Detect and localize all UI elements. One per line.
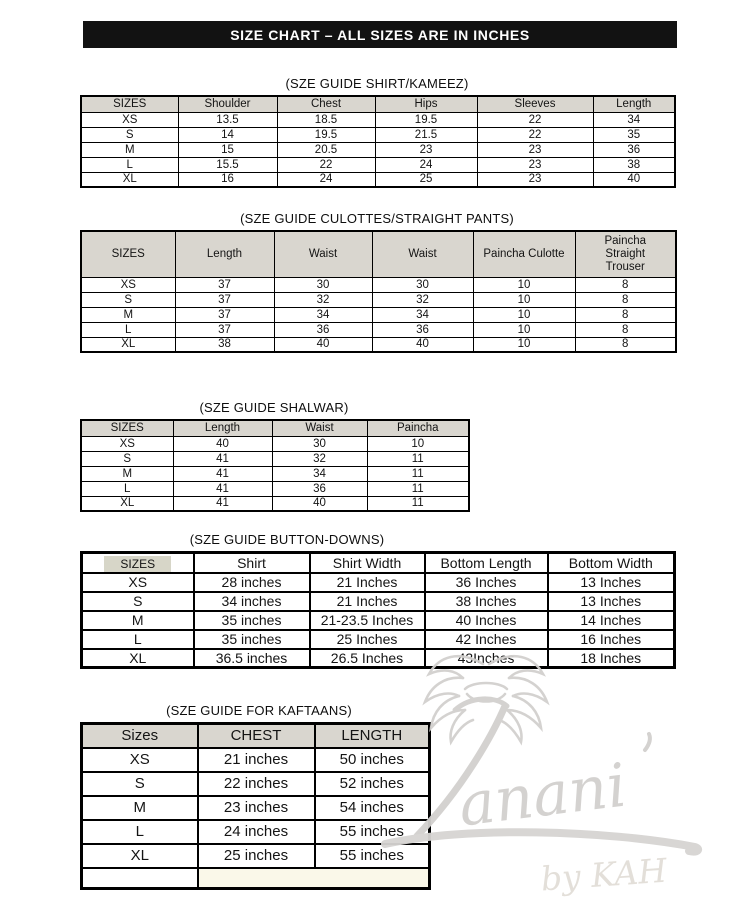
table-cell: 54 inches	[315, 796, 430, 820]
table-cell: 37	[175, 322, 274, 337]
table-cell: 42 Inches	[425, 630, 548, 649]
table-cell: S	[82, 772, 198, 796]
table-cell: 32	[272, 451, 367, 466]
table-cell: S	[81, 451, 173, 466]
table-cell: 10	[473, 322, 575, 337]
column-header: Length	[175, 231, 274, 277]
column-header: Sizes	[82, 724, 198, 748]
empty-cell	[82, 868, 198, 889]
i-flourish	[645, 734, 650, 750]
table-cell: 43Inches	[425, 649, 548, 668]
table-cell: XS	[82, 573, 194, 592]
table-cell: 40	[372, 337, 473, 352]
table-row	[81, 142, 675, 157]
table-cell: 35 inches	[194, 630, 310, 649]
wings-icon	[425, 656, 547, 742]
table-shalwar	[80, 419, 470, 512]
table-shirt-kameez	[80, 95, 676, 188]
table-cell: 10	[473, 292, 575, 307]
table-cell: 50 inches	[315, 748, 430, 772]
table-cell: 26.5 Inches	[310, 649, 425, 668]
column-header: Shirt Width	[310, 553, 425, 573]
table-cell: 34	[272, 466, 367, 481]
table-cell: S	[81, 127, 178, 142]
table-cell: 10	[473, 337, 575, 352]
table-row	[82, 772, 430, 796]
table-cell: 36	[372, 322, 473, 337]
brand-script-text: anani	[454, 750, 631, 841]
table-row	[81, 481, 469, 496]
table-cell: 13 Inches	[548, 592, 675, 611]
table-cell: 15.5	[178, 157, 277, 172]
table-cell: 10	[473, 307, 575, 322]
column-header: Chest	[277, 96, 375, 112]
table-cell: 19.5	[277, 127, 375, 142]
table-cell: 24	[375, 157, 477, 172]
table-cell: 15	[178, 142, 277, 157]
table-cell: 23	[477, 157, 593, 172]
table-cell: 34	[274, 307, 372, 322]
table-cell: 8	[575, 307, 676, 322]
table-cell: 20.5	[277, 142, 375, 157]
table-cell: 10	[473, 277, 575, 292]
table-cell: 40 Inches	[425, 611, 548, 630]
table-cell: 37	[175, 307, 274, 322]
column-header: Sleeves	[477, 96, 593, 112]
table-cell: 41	[173, 451, 272, 466]
table-culottes	[80, 230, 677, 353]
table-cell: 13 Inches	[548, 573, 675, 592]
column-header: SIZES	[81, 231, 175, 277]
header-row	[81, 231, 676, 277]
table-cell: S	[82, 592, 194, 611]
table-row	[82, 748, 430, 772]
table-cell: 30	[372, 277, 473, 292]
column-header: CHEST	[198, 724, 315, 748]
column-header: LENGTH	[315, 724, 430, 748]
table-cell: 40	[274, 337, 372, 352]
header-row	[82, 724, 430, 748]
table-cell: 11	[367, 466, 469, 481]
table-cell: M	[81, 142, 178, 157]
table-cell: XL	[82, 649, 194, 668]
table-cell: 30	[274, 277, 372, 292]
table-cell: XS	[81, 277, 175, 292]
table-cell: 14	[178, 127, 277, 142]
table-row	[82, 796, 430, 820]
empty-footer-row	[82, 868, 430, 889]
table-kaftaans	[80, 722, 431, 890]
table-row	[82, 820, 430, 844]
table-title-shirt-kameez: (SZE GUIDE SHIRT/KAMEEZ)	[285, 76, 469, 91]
header-row	[81, 420, 469, 436]
table-row	[82, 630, 675, 649]
table-cell: 11	[367, 496, 469, 511]
table-title-kaftaans: (SZE GUIDE FOR KAFTAANS)	[166, 703, 352, 718]
table-cell: 28 inches	[194, 573, 310, 592]
column-header: SIZES	[81, 420, 173, 436]
table-row	[81, 277, 676, 292]
table-cell: 55 inches	[315, 820, 430, 844]
table-cell: 19.5	[375, 112, 477, 127]
column-header: Length	[173, 420, 272, 436]
header-row	[82, 553, 675, 573]
table-row	[82, 573, 675, 592]
column-header: Bottom Length	[425, 553, 548, 573]
table-cell: 11	[367, 451, 469, 466]
section-kaftaans	[80, 703, 438, 890]
table-cell: M	[82, 611, 194, 630]
table-cell: 36	[593, 142, 675, 157]
table-cell: 34	[372, 307, 473, 322]
section-button-downs	[80, 532, 676, 669]
table-cell: 18 Inches	[548, 649, 675, 668]
table-row	[81, 451, 469, 466]
column-header: SIZES	[82, 553, 194, 573]
table-cell: M	[81, 466, 173, 481]
table-cell: 13.5	[178, 112, 277, 127]
table-cell: 21 Inches	[310, 592, 425, 611]
table-cell: 16 Inches	[548, 630, 675, 649]
table-cell: 25 Inches	[310, 630, 425, 649]
table-cell: 8	[575, 277, 676, 292]
table-row	[82, 844, 430, 868]
table-cell: 8	[575, 322, 676, 337]
table-cell: 34	[593, 112, 675, 127]
table-row	[81, 127, 675, 142]
column-header: Waist	[272, 420, 367, 436]
table-cell: 21 Inches	[310, 573, 425, 592]
table-cell: 25 inches	[198, 844, 315, 868]
column-header: Hips	[375, 96, 477, 112]
table-cell: M	[81, 307, 175, 322]
table-cell: 22	[477, 127, 593, 142]
table-row	[82, 611, 675, 630]
table-cell: XL	[81, 496, 173, 511]
section-shalwar	[80, 400, 470, 512]
table-cell: 38	[593, 157, 675, 172]
table-cell: 36 Inches	[425, 573, 548, 592]
column-header: Paincha	[367, 420, 469, 436]
table-cell: 16	[178, 172, 277, 187]
table-cell: 52 inches	[315, 772, 430, 796]
table-cell: 21 inches	[198, 748, 315, 772]
table-cell: L	[81, 157, 178, 172]
table-cell: S	[81, 292, 175, 307]
table-cell: XL	[81, 172, 178, 187]
table-title-shalwar: (SZE GUIDE SHALWAR)	[199, 400, 349, 415]
table-row	[81, 466, 469, 481]
column-header: Shoulder	[178, 96, 277, 112]
table-row	[81, 337, 676, 352]
table-cell: 38	[175, 337, 274, 352]
table-cell: L	[82, 630, 194, 649]
table-row	[81, 496, 469, 511]
table-cell: 21.5	[375, 127, 477, 142]
column-header: Bottom Width	[548, 553, 675, 573]
table-cell: 55 inches	[315, 844, 430, 868]
table-cell: 22 inches	[198, 772, 315, 796]
table-cell: 14 Inches	[548, 611, 675, 630]
table-cell: 40	[173, 436, 272, 451]
table-cell: 25	[375, 172, 477, 187]
table-cell: 41	[173, 466, 272, 481]
table-cell: 24 inches	[198, 820, 315, 844]
table-cell: 8	[575, 292, 676, 307]
table-cell: 37	[175, 277, 274, 292]
table-cell: XL	[81, 337, 175, 352]
table-cell: 22	[277, 157, 375, 172]
table-cell: 35	[593, 127, 675, 142]
column-header: SIZES	[81, 96, 178, 112]
empty-highlight-cell	[198, 868, 430, 889]
table-row	[81, 112, 675, 127]
table-row	[81, 436, 469, 451]
table-cell: 32	[372, 292, 473, 307]
section-shirt-kameez	[80, 76, 676, 188]
table-cell: 38 Inches	[425, 592, 548, 611]
section-culottes	[80, 211, 677, 353]
table-cell: XL	[82, 844, 198, 868]
table-title-culottes: (SZE GUIDE CULOTTES/STRAIGHT PANTS)	[240, 211, 514, 226]
table-cell: 30	[272, 436, 367, 451]
table-cell: 23	[477, 142, 593, 157]
table-cell: 35 inches	[194, 611, 310, 630]
column-header: Waist	[274, 231, 372, 277]
header-row	[81, 96, 675, 112]
table-cell: 40	[593, 172, 675, 187]
table-title-button-downs: (SZE GUIDE BUTTON-DOWNS)	[189, 532, 385, 547]
table-cell: 37	[175, 292, 274, 307]
table-row	[81, 307, 676, 322]
column-header: Paincha Straight Trouser	[575, 231, 676, 277]
table-cell: L	[81, 481, 173, 496]
table-cell: 41	[173, 481, 272, 496]
table-cell: 10	[367, 436, 469, 451]
table-row	[81, 322, 676, 337]
table-cell: L	[82, 820, 198, 844]
table-cell: 23	[477, 172, 593, 187]
table-cell: 34 inches	[194, 592, 310, 611]
table-row	[81, 292, 676, 307]
table-cell: 22	[477, 112, 593, 127]
column-header: Paincha Culotte	[473, 231, 575, 277]
table-row	[81, 172, 675, 187]
table-cell: XS	[82, 748, 198, 772]
table-row	[82, 649, 675, 668]
table-cell: 41	[173, 496, 272, 511]
column-header: Length	[593, 96, 675, 112]
table-cell: 23	[375, 142, 477, 157]
banner-title: SIZE CHART – ALL SIZES ARE IN INCHES	[83, 21, 677, 48]
table-cell: 11	[367, 481, 469, 496]
table-cell: 23 inches	[198, 796, 315, 820]
table-cell: 40	[272, 496, 367, 511]
column-header: Shirt	[194, 553, 310, 573]
column-header: Waist	[372, 231, 473, 277]
table-button-downs	[80, 551, 676, 669]
table-cell: XS	[81, 112, 178, 127]
table-cell: 8	[575, 337, 676, 352]
table-cell: 18.5	[277, 112, 375, 127]
table-cell: M	[82, 796, 198, 820]
table-cell: XS	[81, 436, 173, 451]
table-cell: 21-23.5 Inches	[310, 611, 425, 630]
table-row	[81, 157, 675, 172]
table-cell: 36	[274, 322, 372, 337]
byline-text: by KAH	[539, 850, 669, 899]
table-row	[82, 592, 675, 611]
table-cell: 36.5 inches	[194, 649, 310, 668]
table-cell: 24	[277, 172, 375, 187]
table-cell: 32	[274, 292, 372, 307]
table-cell: 36	[272, 481, 367, 496]
table-cell: L	[81, 322, 175, 337]
